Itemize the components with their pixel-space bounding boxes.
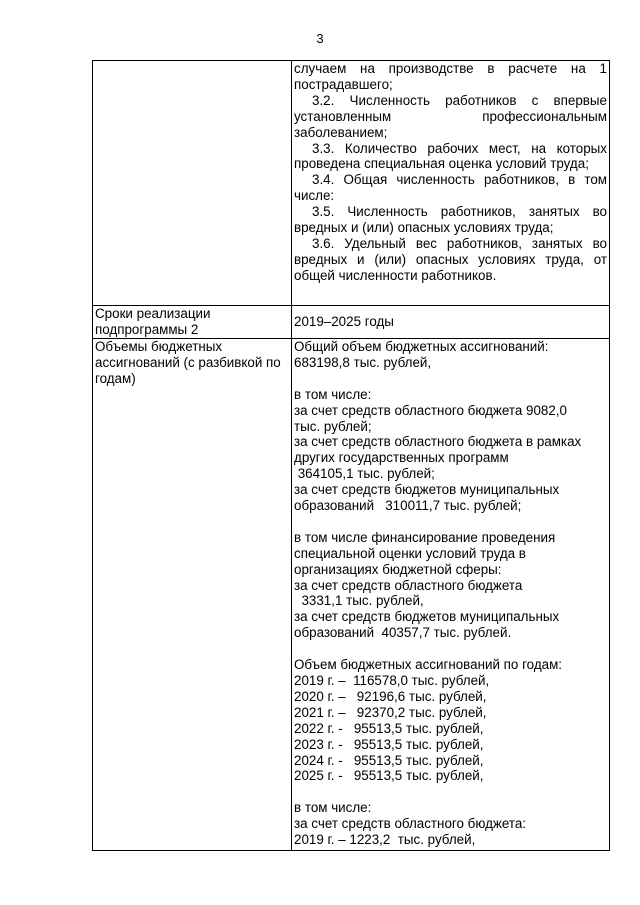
indicators-cell xyxy=(292,61,610,306)
budget-line: других государственных программ xyxy=(294,450,509,466)
indicator-paragraph: 3.4. Общая численность работников, в том числе: xyxy=(294,172,607,204)
budget-line: организациях бюджетной сферы: xyxy=(294,561,502,577)
period-text: 2019–2025 годы xyxy=(294,314,394,330)
indicator-paragraph: 3.5. Численность работников, занятых во вредных и (или) опасных условиях труда; xyxy=(294,204,607,236)
budget-line: за счет средств областного бюджета xyxy=(294,577,523,593)
budget-line: тыс. рублей; xyxy=(294,418,372,434)
budget-line: специальной оценки условий труда в xyxy=(294,545,526,561)
row1-label-cell xyxy=(93,61,292,306)
budget-line: Объем бюджетных ассигнований по годам: xyxy=(294,657,563,673)
budget-line: 2022 г. - 95513,5 тыс. рублей, xyxy=(294,720,484,736)
budget-line: Общий объем бюджетных ассигнований: xyxy=(294,339,549,354)
indicator-paragraph: случаем на производстве в расчете на 1 пострадавшего; xyxy=(294,61,607,92)
budget-line: за счет средств бюджетов муниципальных xyxy=(294,482,560,498)
table-row-indicators xyxy=(93,61,610,306)
budget-line: 2019 г. – 1223,2 тыс. рублей, xyxy=(294,832,476,848)
blank-line xyxy=(294,371,607,387)
budget-line: 2020 г. – 92196,6 тыс. рублей, xyxy=(294,688,487,704)
period-label: Сроки реализации подпрограммы 2 xyxy=(93,306,292,339)
budget-label: Объемы бюджетных ассигнований (с разбивкой по годам) xyxy=(93,339,292,851)
indicator-paragraph: 3.3. Количество рабочих мест, на которых проведена специальная оценка условий труда; xyxy=(294,140,607,172)
passport-table xyxy=(92,60,610,851)
budget-cell xyxy=(292,339,610,851)
table-row-period xyxy=(93,306,610,339)
budget-line: в том числе финансирование проведения xyxy=(294,529,556,545)
budget-line: 3331,1 тыс. рублей, xyxy=(294,593,424,609)
budget-line: 2019 г. – 116578,0 тыс. рублей, xyxy=(294,672,490,688)
budget-line: 2023 г. - 95513,5 тыс. рублей, xyxy=(294,736,484,752)
blank-line xyxy=(294,641,607,657)
budget-line: в том числе: xyxy=(294,800,372,816)
table-row-budget xyxy=(93,339,610,851)
blank-line xyxy=(294,784,607,800)
budget-line: 2024 г. - 95513,5 тыс. рублей, xyxy=(294,752,484,768)
budget-line: образований 40357,7 тыс. рублей. xyxy=(294,625,512,641)
budget-line: за счет средств областного бюджета: xyxy=(294,816,527,832)
budget-line: в том числе: xyxy=(294,386,372,402)
indicator-paragraph: 3.2. Численность работников с впервые установленным профессиональным заболеванием; xyxy=(294,92,607,140)
budget-line: за счет средств бюджетов муниципальных xyxy=(294,609,560,625)
budget-line: за счет средств областного бюджета 9082,0 xyxy=(294,402,567,418)
budget-line: 683198,8 тыс. рублей, xyxy=(294,354,432,370)
budget-line: 2021 г. – 92370,2 тыс. рублей, xyxy=(294,704,487,720)
budget-line: 2025 г. - 95513,5 тыс. рублей, xyxy=(294,768,484,784)
budget-line: 364105,1 тыс. рублей; xyxy=(294,466,435,482)
budget-line: образований 310011,7 тыс. рублей; xyxy=(294,498,522,514)
blank-line xyxy=(294,514,607,530)
page-number: 3 xyxy=(316,31,324,46)
budget-line: за счет средств областного бюджета в рамках xyxy=(294,434,582,450)
period-value xyxy=(292,306,610,339)
indicator-paragraph: 3.6. Удельный вес работников, занятых во вредных и (или) опасных условиях труда, от общей численности работников. xyxy=(294,235,607,283)
